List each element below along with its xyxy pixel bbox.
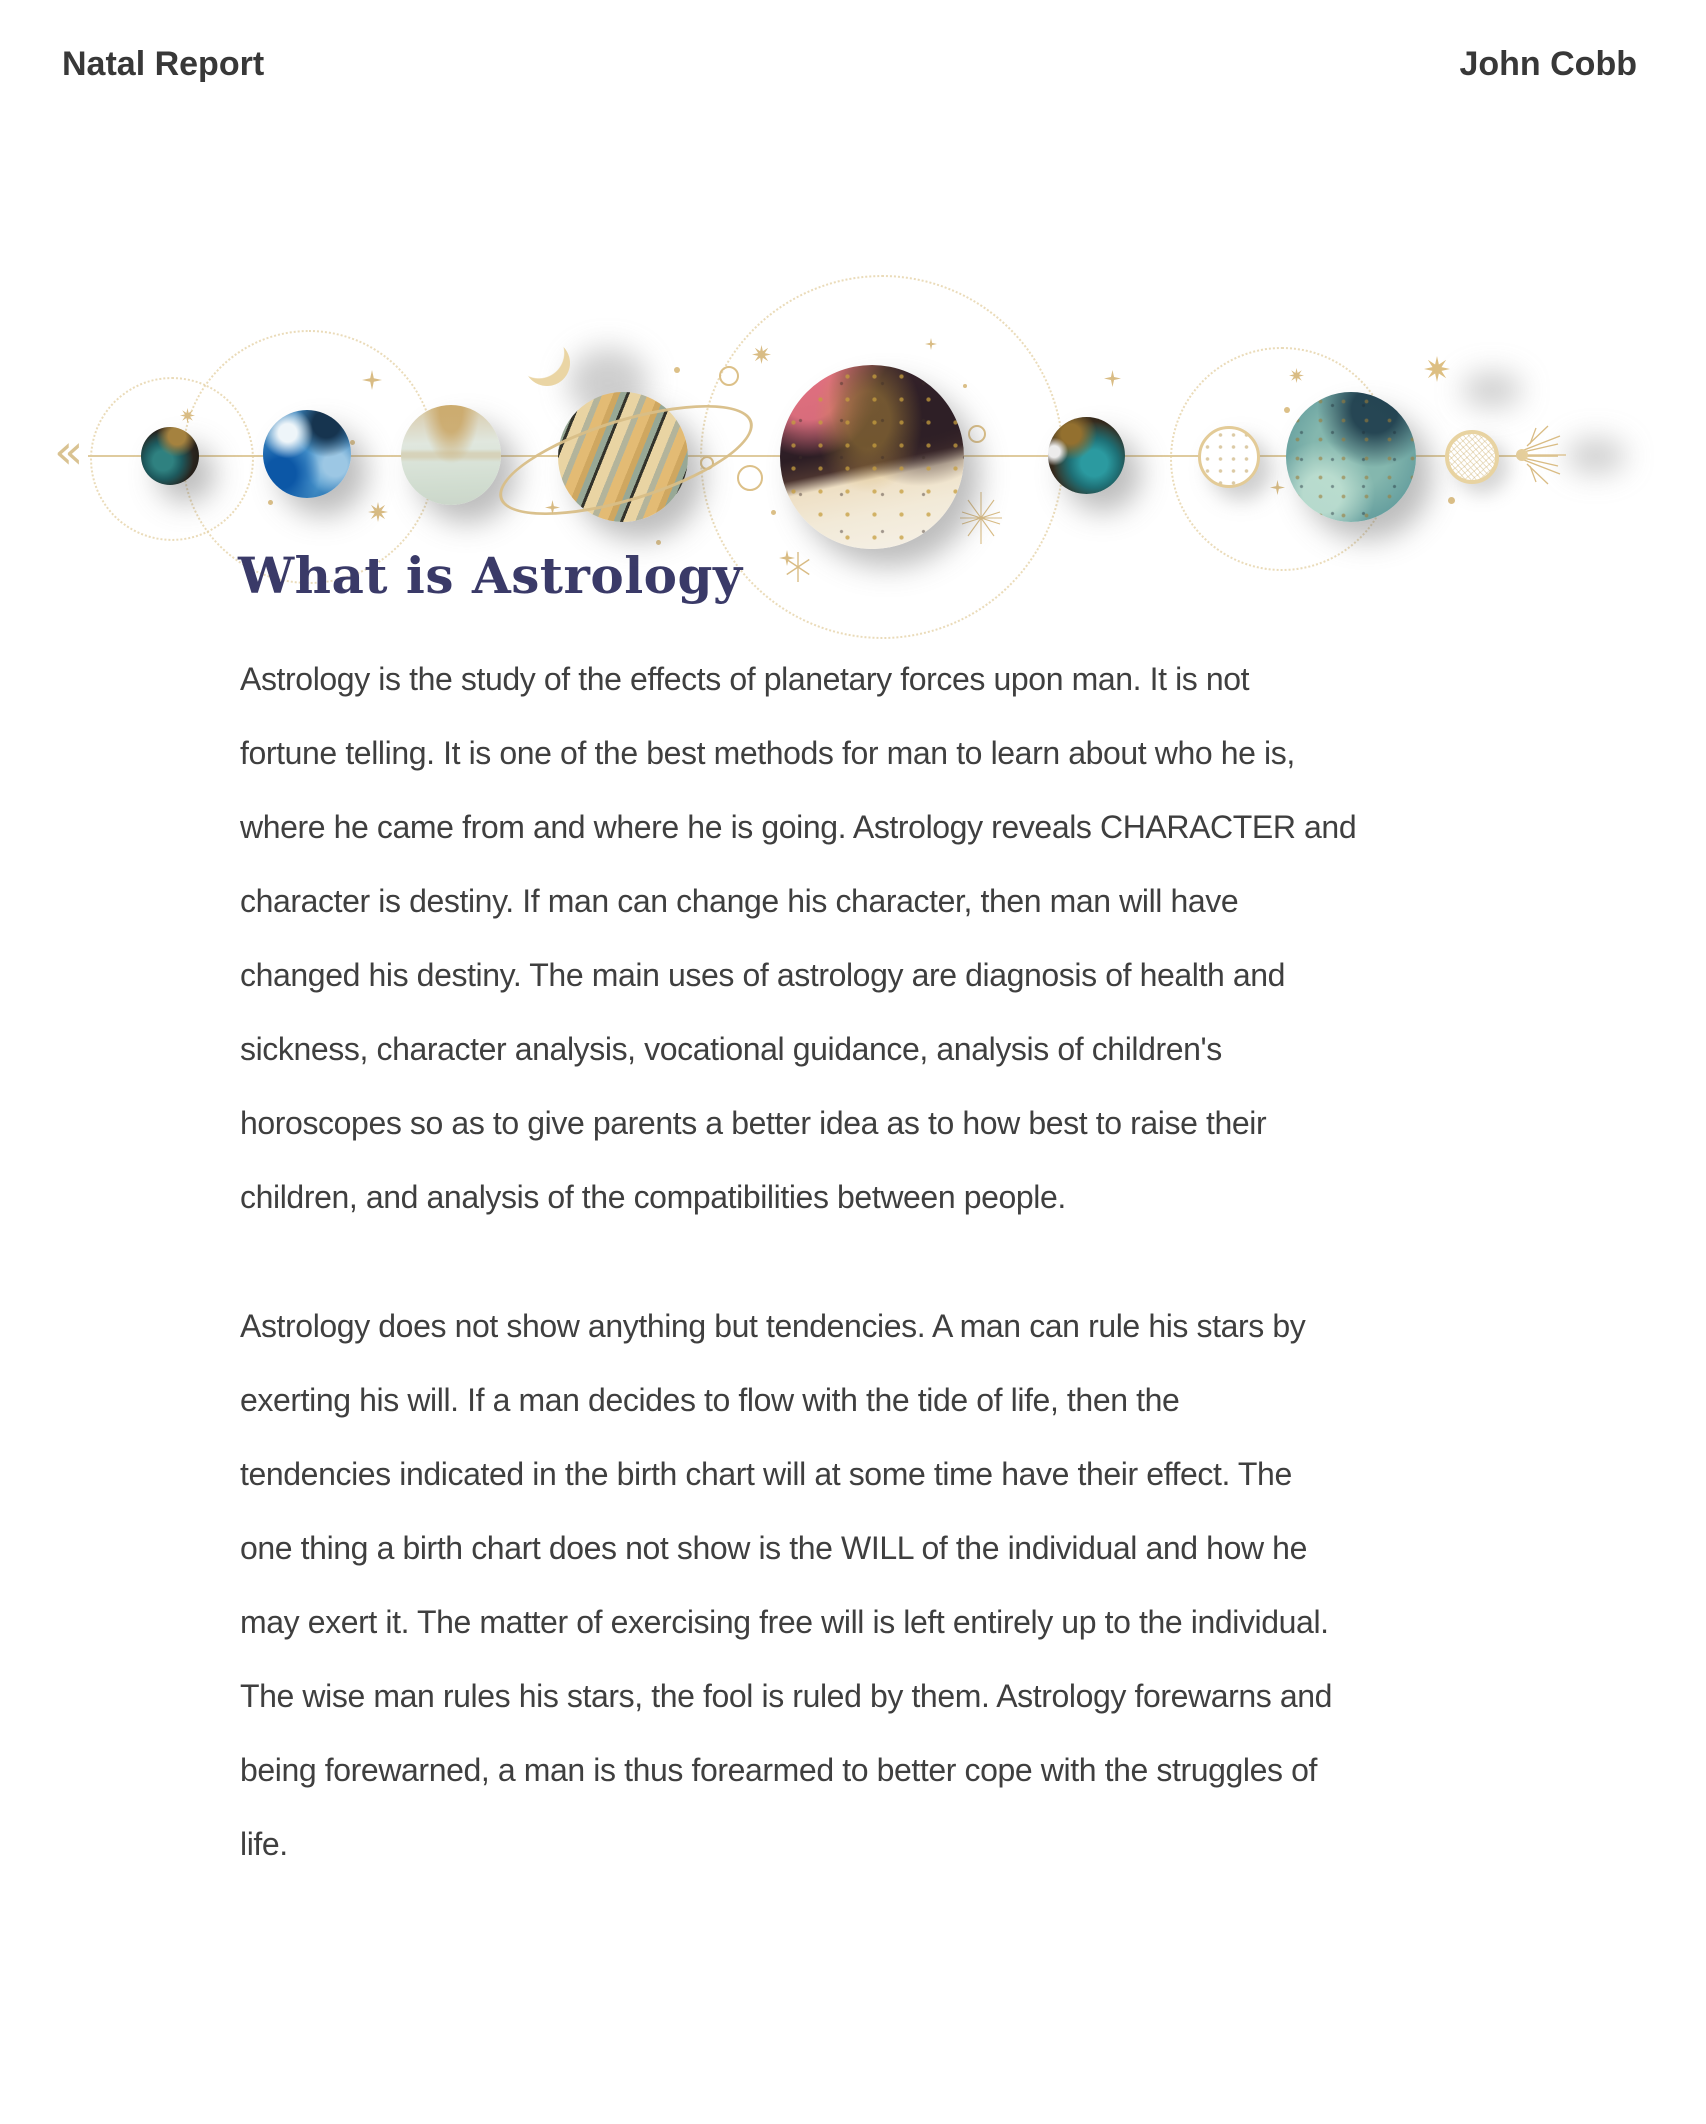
planets-banner [0, 120, 1706, 520]
gold-circle-icon [737, 465, 763, 491]
paragraph-line: Astrology is the study of the effects of planetary forces upon man. It is not [240, 661, 1250, 697]
star-ray [1104, 370, 1121, 387]
sparkle-star-icon [1289, 368, 1304, 383]
dark-teal-gold-planet-icon [1048, 417, 1125, 494]
pale-sage-planet-icon [401, 405, 501, 505]
paragraph-line: sickness, character analysis, vocational guidance, analysis of children's [240, 1031, 1222, 1067]
shadow-blob [1566, 438, 1626, 474]
gold-dot [771, 510, 776, 515]
report-title: Natal Report [62, 45, 265, 83]
chevron-left-icon: « [54, 424, 84, 480]
crescent-moon-icon [524, 340, 570, 386]
thin-star-icon [783, 552, 813, 582]
gold-dot [1448, 497, 1455, 504]
paragraph-line: one thing a birth chart does not show is the WILL of the individual and how he [240, 1530, 1307, 1566]
sparkle-star-icon [1424, 356, 1450, 382]
paragraph-line: horoscopes so as to give parents a better idea as to how best to raise their [240, 1105, 1267, 1141]
paragraph-line: Astrology does not show anything but tendencies. A man can rule his stars by [240, 1308, 1306, 1344]
gold-circle-icon [719, 366, 739, 386]
teal-speckled-planet-icon [1286, 392, 1416, 522]
sparkle-star-icon [1104, 370, 1121, 387]
paragraph-line: exerting his will. If a man decides to flow with the tide of life, then the [240, 1382, 1180, 1418]
small-dark-marble-planet-icon [141, 427, 199, 485]
paragraph-line: fortune telling. It is one of the best methods for man to learn about who he is, [240, 735, 1295, 771]
paragraph-line: The wise man rules his stars, the fool is ruled by them. Astrology forewarns and [240, 1678, 1333, 1714]
gold-dot [268, 500, 273, 505]
paragraph-line: where he came from and where he is going. Astrology reveals CHARACTER and [240, 809, 1357, 845]
starburst-icon [1500, 420, 1570, 490]
sparkle-star-icon [180, 408, 195, 423]
paragraph-line: character is destiny. If man can change his character, then man will have [240, 883, 1239, 919]
paragraph-line: being forewarned, a man is thus forearmed to better cope with the struggles of [240, 1752, 1317, 1788]
section-title: What is Astrology [238, 546, 743, 605]
paragraph-line: changed his destiny. The main uses of astrology are diagnosis of health and [240, 957, 1286, 993]
pink-black-cream-planet-icon [780, 365, 964, 549]
sparkle-star-icon [362, 370, 382, 390]
paragraph [240, 1289, 1540, 1881]
star-ray [362, 370, 382, 390]
gold-dot [350, 440, 355, 445]
gold-dot [674, 367, 680, 373]
gold-dot [1284, 407, 1290, 413]
sparkle-star-icon [368, 502, 388, 522]
gold-outline-doodle-planet-icon [1198, 426, 1260, 488]
person-name: John Cobb [1459, 45, 1637, 83]
paragraph-line: children, and analysis of the compatibilities between people. [240, 1179, 1066, 1215]
paragraph [240, 642, 1540, 1234]
starburst-icon [958, 492, 1004, 544]
sparkle-star-icon [1270, 480, 1285, 495]
paragraph-line: tendencies indicated in the birth chart will at some time have their effect. The [240, 1456, 1292, 1492]
star-ray [925, 338, 937, 350]
sparkle-star-icon [752, 345, 771, 364]
gold-dot [963, 384, 967, 388]
shadow-blob [1462, 372, 1522, 408]
gold-dot [656, 540, 661, 545]
paragraph-line: life. [240, 1826, 288, 1862]
gold-circle-icon [968, 425, 986, 443]
blue-ice-marble-planet-icon [263, 410, 351, 498]
gold-outline-crosshatch-planet-icon [1445, 430, 1499, 484]
star-ray [1270, 480, 1285, 495]
paragraph-line: may exert it. The matter of exercising free will is left entirely up to the individual. [240, 1604, 1329, 1640]
sparkle-star-icon [925, 338, 937, 350]
